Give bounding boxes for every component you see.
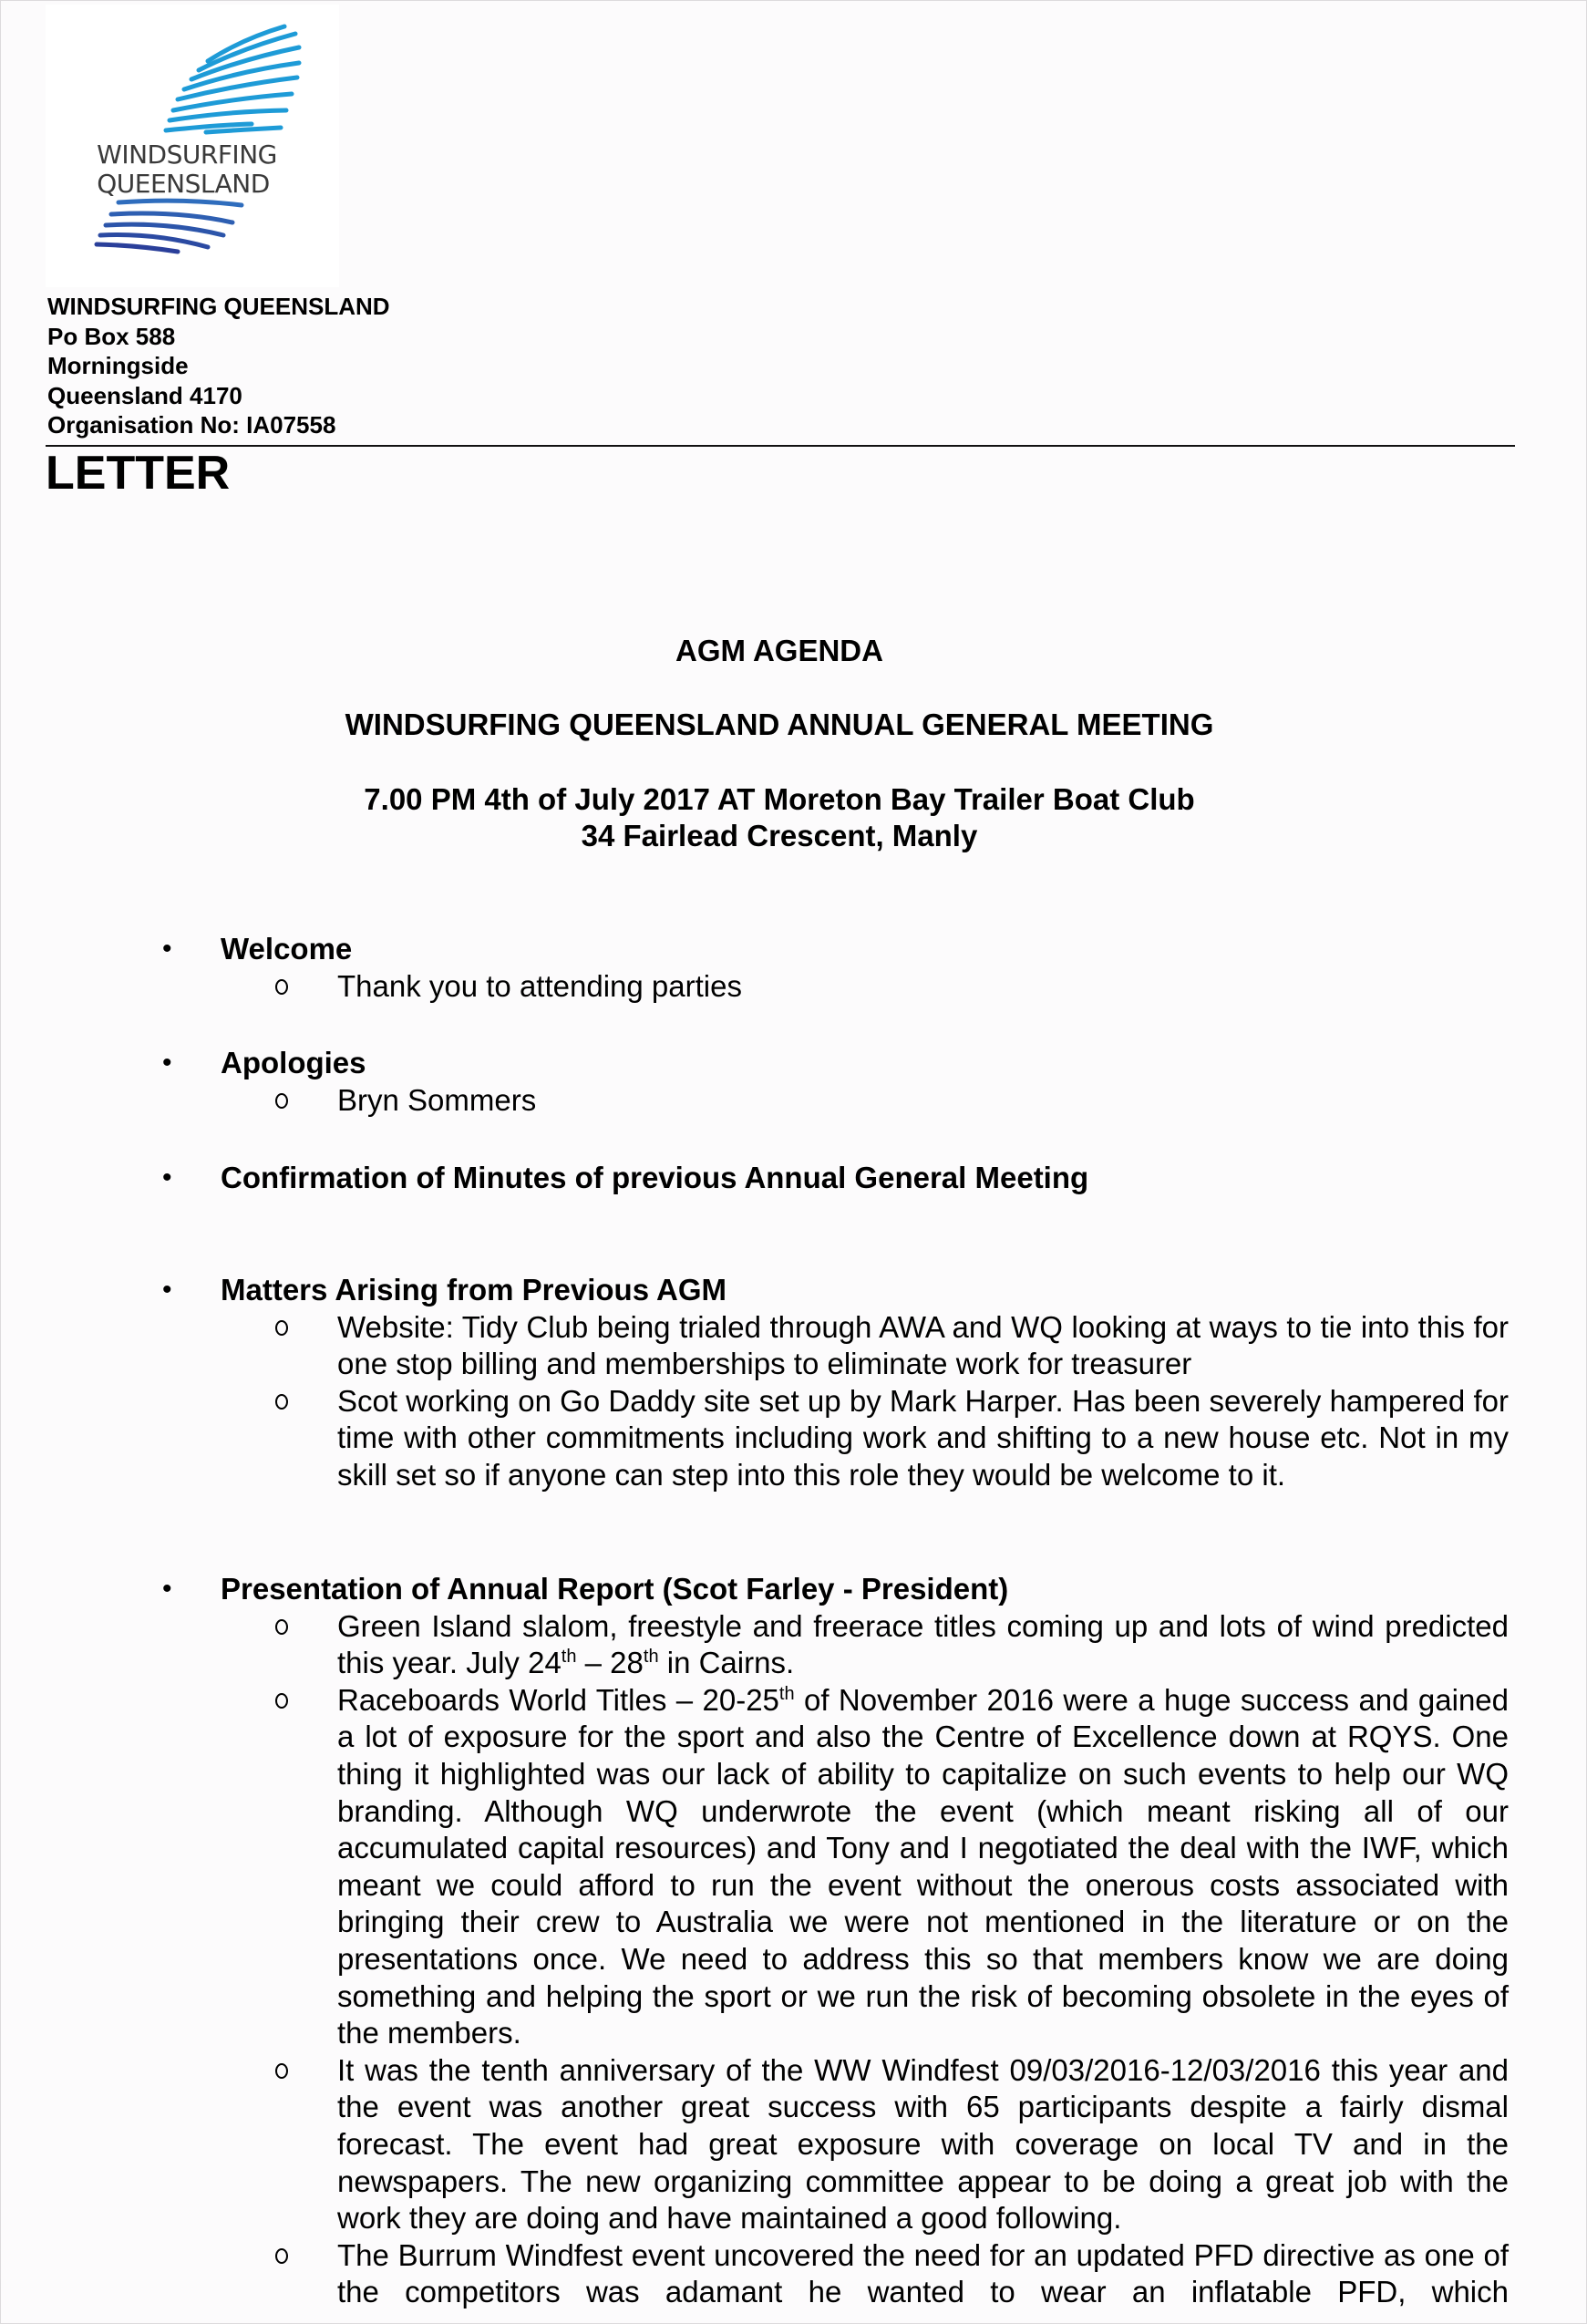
ordinal-suffix: th xyxy=(561,1647,577,1668)
ordinal-suffix: th xyxy=(778,1683,795,1704)
organisation-name: WINDSURFING QUEENSLAND xyxy=(47,293,390,320)
subitem-text: Raceboards World Titles – 20-25 xyxy=(337,1682,779,1717)
hollow-bullet-icon xyxy=(275,1619,288,1635)
agenda-heading: Apologies xyxy=(221,1046,366,1079)
subitem-text: Green Island slalom, freestyle and freerace titles coming up and lots of wind predicted this year. July 24 xyxy=(337,1608,1509,1680)
state-postcode: Queensland 4170 xyxy=(47,381,242,409)
organisation-number: Organisation No: IA07558 xyxy=(47,411,336,439)
meeting-address: 34 Fairlead Crescent, Manly xyxy=(581,819,978,852)
hollow-bullet-icon xyxy=(275,2063,288,2079)
agenda-subitem xyxy=(337,1608,1509,1682)
hollow-bullet-icon xyxy=(275,1693,288,1709)
meeting-title: WINDSURFING QUEENSLAND ANNUAL GENERAL MEETING xyxy=(345,708,1214,741)
bullet-icon: • xyxy=(162,934,172,964)
document-type-heading: LETTER xyxy=(46,447,231,500)
windsurfing-queensland-logo xyxy=(46,5,339,287)
header-divider xyxy=(46,445,1515,447)
hollow-bullet-icon xyxy=(275,1394,288,1410)
agenda-heading: Confirmation of Minutes of previous Annual General Meeting xyxy=(221,1161,1089,1194)
subitem-text: in Cairns. xyxy=(658,1646,795,1680)
suburb: Morningside xyxy=(47,352,189,380)
agenda-subitem: Bryn Sommers xyxy=(337,1082,537,1117)
logo-wordmark-line2: QUEENSLAND xyxy=(97,169,270,199)
hollow-bullet-icon xyxy=(275,2248,288,2264)
subitem-text: of November 2016 were a huge success and gained a lot of exposure for the sport and also the Centre of Excellence down at RQYS. One thing it highlighted was our lack of ability to capitalize on such events to help our WQ branding. Although WQ underwrote the event (which meant risking all of our accumulated capital resources) and Tony and I negotiated the deal with the IWF, which meant we could afford to run the event without the onerous costs associated with bringing their crew to Australia we were not mentioned in the literature or on the presentations once. We need to address this so that members know we are doing something and helping the sport or we run the risk of becoming obsolete in the eyes of the members. xyxy=(337,1682,1510,2050)
hollow-bullet-icon xyxy=(275,1320,288,1336)
agenda-heading: Welcome xyxy=(221,932,353,966)
logo-wordmark-line1: WINDSURFING xyxy=(97,139,277,170)
agenda-subitem: Thank you to attending parties xyxy=(337,968,742,1003)
hollow-bullet-icon xyxy=(275,979,288,995)
agenda-subitem: Scot working on Go Daddy site set up by Mark Harper. Has been severely hampered for time with other commitments including work and shifting to a new house etc. Not in my skill set so if anyone can step into this role they would be welcome to it. xyxy=(337,1383,1509,1492)
organisation-address-block xyxy=(47,292,390,440)
bullet-icon: • xyxy=(162,1574,172,1604)
hollow-bullet-icon xyxy=(275,1093,288,1109)
subitem-text: – 28 xyxy=(576,1646,644,1680)
agenda-title: AGM AGENDA xyxy=(675,634,883,667)
agenda-subitem: Website: Tidy Club being trialed through AWA and WQ looking at ways to tie into this for one stop billing and memberships to eliminate work for treasurer xyxy=(337,1309,1509,1381)
agenda-subitem: The Burrum Windfest event uncovered the need for an updated PFD directive as one of the competitors was adamant he wanted to wear an inflatable PFD, which xyxy=(337,2237,1509,2309)
agenda-heading: Matters Arising from Previous AGM xyxy=(221,1273,727,1307)
meeting-datetime-venue: 7.00 PM 4th of July 2017 AT Moreton Bay Trailer Boat Club xyxy=(364,782,1195,816)
bullet-icon: • xyxy=(162,1275,172,1305)
agenda-heading: Presentation of Annual Report (Scot Farley - President) xyxy=(221,1572,1009,1606)
bullet-icon: • xyxy=(162,1048,172,1078)
agenda-subitem: It was the tenth anniversary of the WW Windfest 09/03/2016-12/03/2016 this year and the event was another great success with 65 participants despite a fairly dismal forecast. The event had great exposure with coverage on local TV and in the newspapers. The new organizing committee appear to be doing a great job with the work they are doing and have maintained a good following. xyxy=(337,2052,1509,2236)
ordinal-suffix: th xyxy=(643,1647,659,1668)
bullet-icon: • xyxy=(162,1162,172,1193)
po-box: Po Box 588 xyxy=(47,322,176,350)
agenda-subitem xyxy=(337,1682,1509,2052)
